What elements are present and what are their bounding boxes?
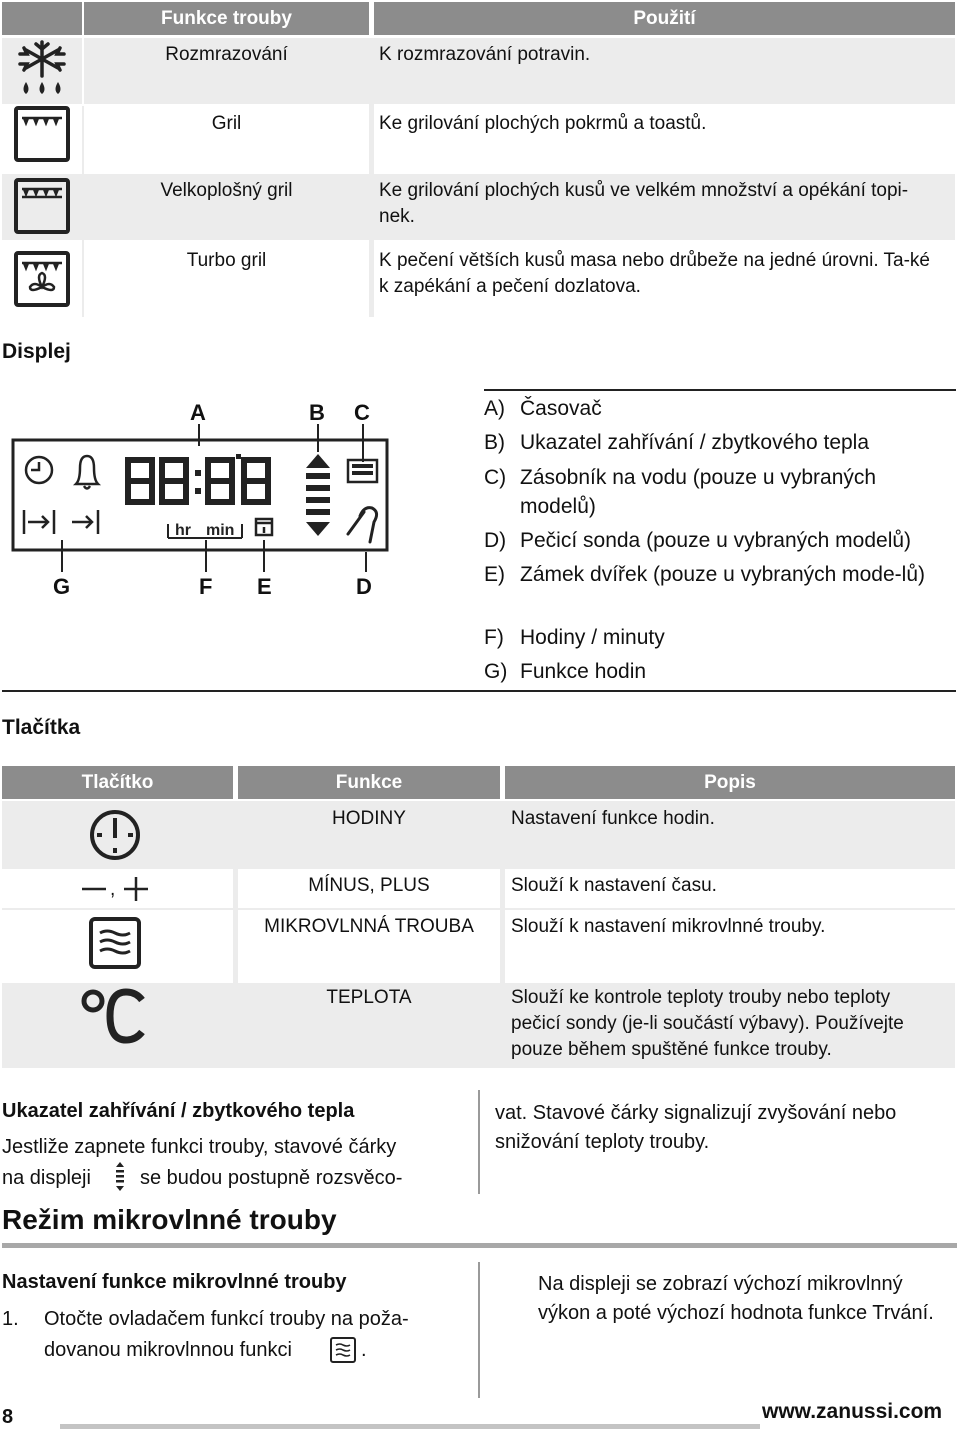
functions-row-icon: [2, 38, 82, 104]
microwave-mode-title: Režim mikrovlnné trouby: [2, 1204, 337, 1235]
label-d: D: [356, 574, 372, 599]
functions-row-icon: [2, 106, 82, 172]
buttons-row-description: Slouží ke kontrole teploty trouby nebo teploty pečicí sondy (je-li součástí výbavy). Používejte pouze během spuštěné funkce trouby.: [511, 987, 904, 1060]
section-rule: [2, 1243, 957, 1248]
clock-icon[interactable]: [88, 808, 142, 862]
step-text: Otočte ovladačem funkcí trouby na poža-: [44, 1308, 409, 1330]
legend-item: G) Funkce hodin: [484, 660, 647, 683]
heat-indicator-text: se budou postupně rozsvěco-: [140, 1167, 403, 1189]
footer-rule: [60, 1424, 760, 1429]
table-divider: [82, 106, 84, 317]
display-heading: Displej: [2, 340, 71, 363]
buttons-row-function: MÍNUS, PLUS: [308, 875, 430, 896]
table-divider: [500, 801, 505, 1068]
functions-header-icon: [2, 2, 82, 35]
step-number: 1.: [2, 1308, 19, 1330]
heat-up-arrow: [306, 454, 330, 468]
heat-indicator-heading: Ukazatel zahřívání / zbytkového tepla: [2, 1100, 355, 1122]
buttons-row-description: Slouží k nastavení mikrovlnné trouby.: [511, 916, 826, 937]
buttons-row-function: HODINY: [332, 808, 406, 829]
turbo-grill-icon: [14, 251, 70, 309]
heat-indicator-text-continued: vat. Stavové čárky signalizují zvyšování nebo snižování teploty trouby.: [495, 1102, 897, 1153]
buttons-header-function: Funkce: [238, 766, 500, 799]
defrost-icon: [10, 38, 74, 100]
min-label: min: [206, 522, 235, 539]
label-a: A: [190, 400, 206, 425]
label-f: F: [199, 574, 213, 599]
legend-item: C) Zásobník na vodu (pouze u vybraných modelů): [484, 466, 877, 518]
functions-row-use: Ke grilování plochých pokrmů a toastů.: [379, 113, 707, 134]
lcd-display-diagram: [10, 424, 395, 574]
functions-row-icon: [2, 243, 82, 317]
functions-row-name: Turbo gril: [186, 250, 267, 271]
grill-icon: [14, 106, 70, 162]
functions-header-use: Použití: [374, 2, 955, 35]
hr-label: hr: [175, 522, 191, 539]
buttons-row-function: TEPLOTA: [326, 987, 412, 1008]
functions-row-name: Velkoplošný gril: [84, 174, 369, 240]
label-g: G: [53, 574, 71, 599]
buttons-row-description: Slouží k nastavení času.: [511, 875, 717, 896]
buttons-header-description: Popis: [505, 766, 955, 799]
step-text: dovanou mikrovlnnou funkci: [44, 1339, 292, 1361]
page-number: 8: [2, 1406, 14, 1428]
bell-icon: [76, 456, 98, 489]
heat-bars-icon: [114, 1162, 126, 1192]
functions-header-name: Funkce trouby: [84, 2, 369, 35]
probe-icon: [348, 508, 377, 542]
separator-comma: ,: [110, 879, 116, 900]
minus-icon[interactable]: [80, 875, 108, 903]
functions-row-use: K rozmrazování potravin.: [374, 38, 955, 104]
celsius-icon[interactable]: [80, 986, 150, 1046]
plus-icon[interactable]: [122, 875, 150, 903]
buttons-row-function: MIKROVLNNÁ TROUBA: [264, 916, 474, 937]
large-grill-icon: [14, 174, 70, 234]
functions-row-icon: [2, 174, 82, 240]
table-divider: [2, 867, 955, 869]
table-divider: [369, 38, 374, 317]
microwave-icon: [329, 1336, 357, 1364]
column-divider: [478, 1262, 480, 1398]
divider-line: [484, 389, 956, 391]
buttons-row-description: Nastavení funkce hodin.: [511, 808, 715, 829]
legend-item: A) Časovač: [484, 397, 602, 420]
functions-row-use: Ke grilování plochých kusů ve velkém množství a opékání topi-nek.: [374, 174, 955, 240]
label-b: B: [309, 400, 325, 425]
buttons-header-button: Tlačítko: [2, 766, 233, 799]
divider-line: [2, 690, 956, 692]
label-e: E: [257, 574, 272, 599]
column-divider: [478, 1090, 480, 1194]
table-divider: [2, 908, 955, 910]
buttons-heading: Tlačítka: [2, 716, 81, 739]
functions-row-use: K pečení větších kusů masa nebo drůbeže na jedné úrovni. Ta-ké k zapékání a pečení dozlatova.: [379, 250, 930, 297]
legend-item: F) Hodiny / minuty: [484, 626, 665, 649]
heat-indicator-text: Jestliže zapnete funkci trouby, stavové čárky: [2, 1136, 397, 1158]
website[interactable]: www.zanussi.com: [762, 1400, 943, 1423]
legend-item: B) Ukazatel zahřívání / zbytkového tepla: [484, 431, 870, 454]
heat-down-arrow: [306, 522, 330, 536]
minus-plus-icon[interactable]: [80, 875, 152, 903]
microwave-subheading: Nastavení funkce mikrovlnné trouby: [2, 1271, 347, 1293]
microwave-right-text: Na displeji se zobrazí výchozí mikrovlnný výkon a poté výchozí hodnota funkce Trvání.: [538, 1273, 934, 1324]
legend-item: D) Pečicí sonda (pouze u vybraných modelů): [484, 529, 912, 552]
label-c: C: [354, 400, 370, 425]
step-end: .: [361, 1339, 367, 1361]
functions-row-name: Rozmrazování: [84, 38, 369, 104]
heat-indicator-text: na displeji: [2, 1167, 91, 1189]
legend-item: E) Zámek dvířek (pouze u vybraných mode-lů): [484, 563, 925, 586]
functions-row-name: Gril: [211, 113, 242, 134]
microwave-icon[interactable]: [88, 916, 142, 970]
